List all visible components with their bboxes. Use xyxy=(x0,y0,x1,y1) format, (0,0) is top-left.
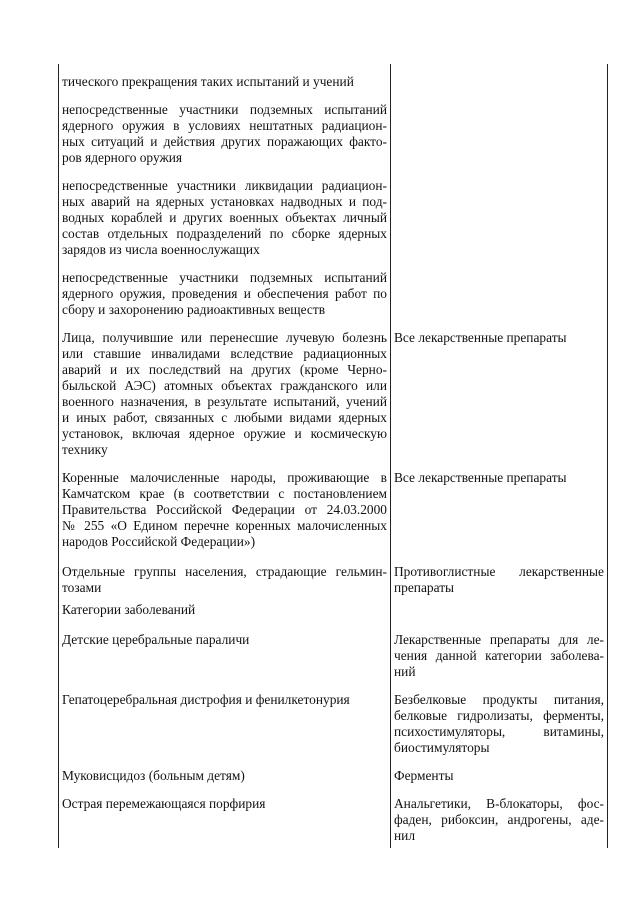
table-border-left xyxy=(58,64,59,848)
category-cell: Коренные малочисленные народы, проживающие в Камчатском крае (в соответствии с постановлением Правительства Российской Федерации от 24.03.2000 № 255 «О Едином перечне коренных малочисленных народов Российской Федерации») xyxy=(62,470,387,549)
medication-cell: Все лекарственные препараты xyxy=(394,330,567,345)
disease-cell: Острая перемежающаяся порфирия xyxy=(62,796,266,811)
category-cell: непосредственные участники ликвидации радиацион- ных аварий на ядерных установках надводных и под- водных кораблей и других военных объектах личный состав отдельных подразделений по сборке ядерных зарядов из числа военнослужащих xyxy=(62,178,387,257)
medication-cell: Безбелковые продукты питания, белковые гидролизаты, ферменты, психостимуляторы, витамины, биостимуляторы xyxy=(394,692,604,755)
medication-cell: Лекарственные препараты для ле- чения данной категории заболева- ний xyxy=(394,632,604,679)
disease-cell: Муковисцидоз (больным детям) xyxy=(62,768,245,783)
table-border-right xyxy=(607,64,608,848)
category-cell: непосредственные участники подземных испытаний ядерного оружия, проведения и обеспечения работ по сбору и захоронению радиоактивных веществ xyxy=(62,270,387,317)
medication-cell: Анальгетики, В-блокаторы, фос- фаден, рибоксин, андрогены, аде- нил xyxy=(394,796,604,843)
section-heading: Категории заболеваний xyxy=(62,602,196,617)
category-cell: непосредственные участники подземных испытаний ядерного оружия в условиях нештатных радиацион- ных ситуаций и действия других поражающих факто- ров ядерного оружия xyxy=(62,102,387,165)
medication-cell: Все лекарственные препараты xyxy=(394,470,567,485)
table-column-divider xyxy=(390,64,391,848)
medication-cell: Ферменты xyxy=(394,768,454,783)
disease-cell: Детские церебральные параличи xyxy=(62,632,250,647)
disease-cell: Гепатоцеребральная дистрофия и фенилкетонурия xyxy=(62,692,350,707)
category-cell: Отдельные группы населения, страдающие гельмин- тозами xyxy=(62,564,387,595)
category-cell: Лица, получившие или перенесшие лучевую болезнь или ставшие инвалидами вследствие радиационных аварий и их последствий на других (кроме Черно- быльской АЭС) атомных объектах гражданского или военного назначения, в результате испытаний, учений и иных работ, связанных с любыми видами ядерных установок, включая ядерное оружие и космическую технику xyxy=(62,330,387,457)
medication-cell: Противоглистные лекарственные препараты xyxy=(394,564,604,595)
category-cell: тического прекращения таких испытаний и учений xyxy=(62,74,354,89)
